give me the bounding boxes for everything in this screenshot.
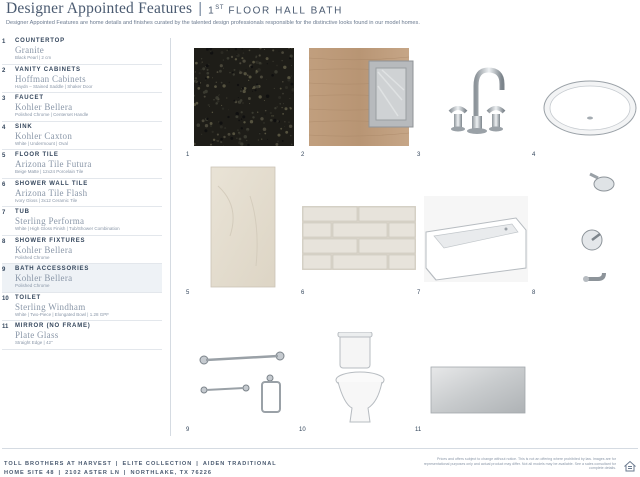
legend-item-number: 4 [2,124,6,131]
legend-item-category: VANITY CABINETS [15,66,81,73]
bath-accessories-icon [194,346,290,420]
tile-number-1: 1 [186,152,190,158]
legend-item-product: Kohler Bellera [15,273,73,283]
oval-sink-icon [540,78,640,140]
home-site: HOME SITE 48 [4,470,55,476]
footer-divider [2,448,638,449]
legend-item [2,122,162,151]
title-separator: | [198,0,203,17]
granite-swatch-icon [194,48,294,146]
intro-text: Designer Appointed Features are home details and finishes curated by the talented design professionals responsible for the distinctive looks found in our model homes. [6,20,420,26]
legend-item-details: Black Pearl | 2 cm [15,55,52,60]
tile-number-8: 8 [532,290,536,296]
legend-item [2,179,162,208]
legend-item-product: Sterling Performa [15,216,85,226]
legend-item-details: Haydn – Stained Saddle | Shaker Door [15,83,93,89]
legend-item [2,150,162,179]
shower-fixtures-icon [572,164,616,290]
legend-item-details: White | Two-Piece | Elongated Bowl | 1.28 GPF [15,311,109,317]
legend-item-number: 9 [2,267,6,273]
legend-item-category: FAUCET [15,95,44,101]
legend-item-number: 3 [2,96,6,102]
tile-number-4: 4 [532,152,536,158]
page-header [6,0,636,26]
footer-separator: | [196,461,199,467]
legend-item [2,236,162,265]
room-title [208,5,343,16]
legend-item-number: 8 [2,238,6,245]
tile-number-5: 5 [186,290,190,296]
legend-item [2,207,162,236]
legend-item-number: 5 [2,153,6,159]
equal-housing-opportunity-icon [624,460,636,472]
legend-item-product: Granite [15,45,45,55]
legend-item-category: SHOWER WALL TILE [15,180,89,187]
plate-glass-mirror-icon [430,366,526,414]
legend-item-number: 6 [2,181,6,188]
toilet-icon [330,332,388,426]
footer-separator: | [115,461,119,467]
legend-item-number: 10 [2,295,9,302]
page-title: Designer Appointed Features [6,0,193,17]
address-line [4,469,277,477]
community-info [4,460,277,477]
legend-item [2,36,162,65]
legend-item-category: MIRROR (NO FRAME) [15,323,91,329]
legend-item-product: Plate Glass [15,330,59,340]
room-title-prefix: 1 [208,5,216,16]
legend-item-number: 2 [2,67,6,74]
collection-name: ELITE COLLECTION [122,461,193,467]
legend-item-product: Arizona Tile Flash [15,187,88,198]
legend-item-details: Ivory Gloss | 3x12 Ceramic Tile [15,197,78,203]
tile-number-10: 10 [299,427,306,433]
legend-item [2,264,162,293]
room-title-ordinal: ST [215,4,224,11]
legend-item-product: Kohler Bellera [15,244,73,255]
legend-item [2,65,162,94]
community-name: TOLL BROTHERS AT HARVEST [4,461,112,467]
legend-item-details: Straight Edge | 42" [15,340,53,345]
legend-item-details: White | High Gloss Finish | Tub/Shower Combination [15,226,120,231]
legend-item-category: TUB [15,209,30,215]
legend-item-product: Arizona Tile Futura [15,159,92,169]
legend-item-category: FLOOR TILE [15,152,59,158]
legend-item-category: COUNTERTOP [15,38,65,44]
shaker-door-sample-icon [368,60,414,128]
room-title-name: FLOOR HALL BATH [223,5,343,16]
street-address: 2102 ASTER LN [65,470,120,476]
legend-item-details: White | Undermount | Oval [15,140,68,146]
wall-tile-icon [302,206,416,270]
legend-item-number: 1 [2,39,6,45]
community-line [4,460,277,469]
legend-item [2,321,162,350]
legend-item-category: BATH ACCESSORIES [15,266,90,272]
legend-item-category: SHOWER FIXTURES [15,237,86,244]
footer-separator: | [123,470,127,476]
legend-item-details: Polished Chrome [15,283,50,288]
legend-item-category: TOILET [15,294,42,301]
legend-item [2,93,162,122]
title-row [6,0,636,18]
legend-item-details: Polished Chrome [15,254,50,260]
tile-number-3: 3 [417,152,421,158]
vertical-divider [170,38,171,436]
city-state-zip: NORTHLAKE, TX 76226 [130,470,212,476]
legend-item-number: 7 [2,210,6,216]
legend-item-details: Beige Matte | 12x24 Porcelain Tile [15,169,84,174]
features-legend [2,36,162,350]
legend-item-number: 11 [2,324,9,330]
legend-item-product: Kohler Bellera [15,102,73,112]
tile-number-2: 2 [301,152,305,158]
legend-item-category: SINK [15,123,33,130]
legend-item-product: Hoffman Cabinets [15,73,86,84]
legend-item-product: Sterling Windham [15,301,86,312]
tile-number-6: 6 [301,290,305,296]
design-style: AIDEN TRADITIONAL [202,461,277,467]
floor-tile-icon [210,166,276,288]
footer-separator: | [58,470,62,476]
tile-number-11: 11 [415,427,422,433]
product-board [172,36,640,438]
faucet-icon [444,64,510,140]
tile-number-9: 9 [186,427,190,433]
legend-item-details: Polished Chrome | Centerset Handle [15,112,89,117]
legend-item-product: Kohler Caxton [15,130,73,141]
legal-disclaimer: Prices and offers subject to change without notice. This is not an offering where prohibited by law. Images are for representational purposes only and actual product may differ. Not all models may be available. See a sales consultant for complete details. [423,457,616,471]
bathtub-icon [424,196,528,282]
tile-number-7: 7 [417,290,421,296]
legend-item [2,293,162,322]
